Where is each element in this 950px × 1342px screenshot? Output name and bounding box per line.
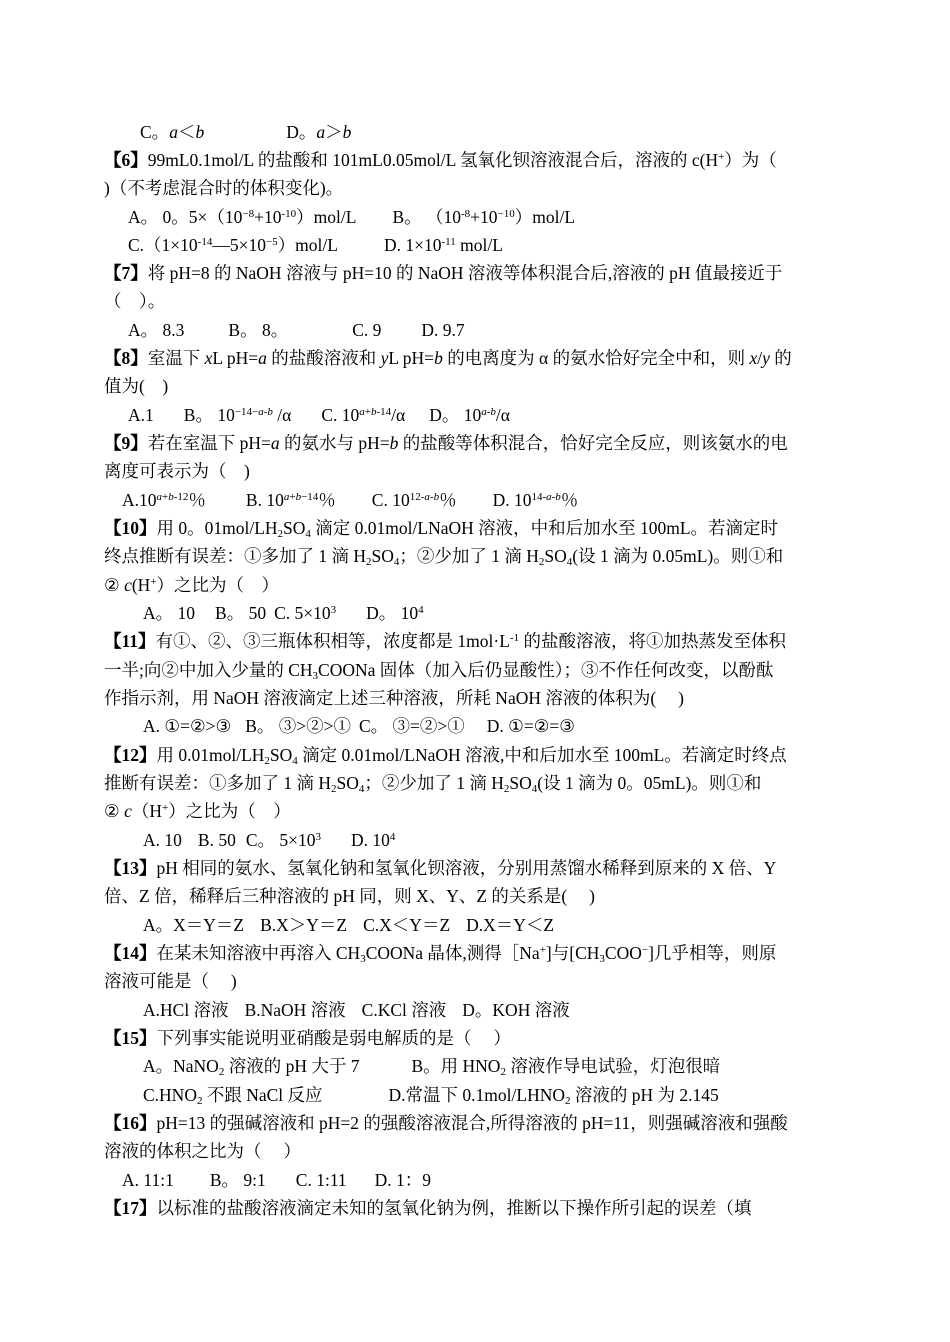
q8-stem-line2: 值为( ): [104, 376, 169, 396]
q16-stem-line1: 【16】pH=13 的强碱溶液和 pH=2 的强酸溶液混合,所得溶液的 pH=11，则强碱溶液和强酸: [104, 1113, 788, 1133]
q10-stem-line1: 【10】用 0。$01mol/LH_2SO_4$ 滴定 0.01mol/LNaOH 溶液，中和后加水至 100mL。若滴定时: [104, 518, 779, 540]
q11-stem-line2: 一半;向②中加入少量的 $CH_3COONa$ 固体（加入后仍显酸性）；③不作任何改变，以酚酞: [104, 660, 774, 682]
q10-stem-line2: 终点推断有误差：①多加了 1 滴 $H_2SO_4$；②少加了 1 滴 $H_2SO_4$(设 1 滴为 0.05mL)。则①和: [104, 546, 784, 568]
q14-stem-line2: 溶液可能是（ ): [104, 971, 237, 991]
q16-options: A. 11:1 B。 9:1 C. 1:11 D. 1：9: [122, 1170, 432, 1190]
q8-options: A.1 B。 $10^{-14-a-b}$ /α C. $10^{a+b-14}/\alpha$ D。 10$^{a-b}$/α: [128, 405, 510, 425]
q13-stem-line2: 倍、Z 倍，稀释后三种溶液的 pH 同，则 X、Y、Z 的关系是( ): [104, 886, 595, 906]
q17-stem-line1: 【17】以标准的盐酸溶液滴定未知的氢氧化钠为例，推断以下操作所引起的误差（填: [104, 1198, 752, 1218]
q7-stem-line2: （ ）。: [104, 291, 166, 311]
q14-stem-line1: 【14】在某未知溶液中再溶入 $CH_3COONa$ 晶体,测得［Na+]与$[CH_3COO^-]$几乎相等，则原: [104, 943, 777, 965]
q6-stem-line1: 【6】99mL0.1mol/L 的盐酸和 101mL0.05mol/L 氢氧化钡溶液混合后，溶液的 c(H+）为（: [104, 150, 777, 170]
q12-stem-line2: 推断有误差：①多加了 1 滴 $H_2SO_4$；②少加了 1 滴 $H_2SO_4$(设 1 滴为 0。05mL)。则①和: [104, 773, 762, 795]
q5-options-cd: C。a＜b D。a＞b: [140, 122, 352, 142]
q7-stem-line1: 【7】将 pH=8 的 NaOH 溶液与 pH=10 的 NaOH 溶液等体积混合后,溶液的 pH 值最接近于: [104, 263, 783, 283]
q11-stem-line3: 作指示剂，用 NaOH 溶液滴定上述三种溶液，所耗 NaOH 溶液的体积为( ): [104, 688, 684, 708]
q15-stem: 【15】下列事实能说明亚硝酸是弱电解质的是（ ）: [104, 1028, 511, 1048]
q9-stem-line1: 【9】若在室温下 pH=a 的氨水与 pH=b 的盐酸等体积混合，恰好完全反应，则该氨水的电: [104, 433, 788, 453]
q10-options: A。 10 B。 50 C. $5\times 10^3$ D。 $10^4$: [143, 603, 424, 623]
q12-stem-line3: ② c（H+）之比为（ ）: [104, 801, 291, 821]
q16-stem-line2: 溶液的体积之比为（ ）: [104, 1141, 301, 1161]
q11-stem-line1: 【11】有①、②、③三瓶体积相等，浓度都是 $1mol\cdot L^{-1}$ 的盐酸溶液，将①加热蒸发至体积: [104, 631, 786, 651]
q14-options: A.HCl 溶液 B.NaOH 溶液 C.KCl 溶液 D。KOH 溶液: [143, 1000, 570, 1020]
q6-stem-line2: )（不考虑混合时的体积变化)。: [104, 178, 344, 198]
q11-options: A. ①=②>③ B。 ③>②>① C。 ③=②>① D. ①=②=③: [143, 716, 575, 736]
q6-options-ab: A。 0。$5\times(10^{-8}+10^{-10})mol/L$ B。 $(10^{-8}+10^{-10})mol/L$: [128, 207, 576, 227]
q10-stem-line3: ② c(H+）之比为（ ）: [104, 575, 280, 595]
q12-options: A. 10 B. 50 C。 $5\times 10^3$ D. $10^4$: [143, 830, 396, 850]
q8-stem-line1: 【8】室温下 xL pH=a 的盐酸溶液和 yL pH=b 的电离度为 α 的氨水恰好完全中和，则 x/y 的: [104, 348, 792, 368]
q6-options-cd: $C.(1\times 10^{-14}—5\times 10^{-5})mol/L$ D. $1\times 10^{-11}$ mol/L: [128, 235, 503, 255]
q7-options: A。 8.3 B。 8。 C. 9 D. 9.7: [128, 320, 465, 340]
q12-stem-line1: 【12】用 $0.01mol/LH_2SO_4$ 滴定 0.01mol/LNaOH 溶液,中和后加水至 100mL。若滴定时终点: [104, 745, 787, 767]
q9-options: $A.10^{a+b-12}$％ B. $10^{a+b-14}$％ C. 10$^{12-a-b}$％ D. 10$^{14-a-b}$％: [122, 490, 579, 510]
q13-stem-line1: 【13】pH 相同的氨水、氢氧化钠和氢氧化钡溶液，分别用蒸馏水稀释到原来的 X 倍、Y: [104, 858, 777, 878]
q15-options-cd: $C.HNO_2$ 不跟 NaCl 反应 D.常温下 $0.1mol/LHNO_2$ 溶液的 pH 为 2.145: [143, 1085, 719, 1107]
q9-stem-line2: 离度可表示为（ ): [104, 461, 250, 481]
q13-options: A。X＝Y＝Z B.X＞Y＝Z C.X＜Y＝Z D.X＝Y＜Z: [143, 915, 555, 935]
q15-options-ab: A。NaNO$_2$ 溶液的 pH 大于 7 B。用 $HNO_2$ 溶液作导电试验，灯泡很暗: [143, 1056, 721, 1078]
